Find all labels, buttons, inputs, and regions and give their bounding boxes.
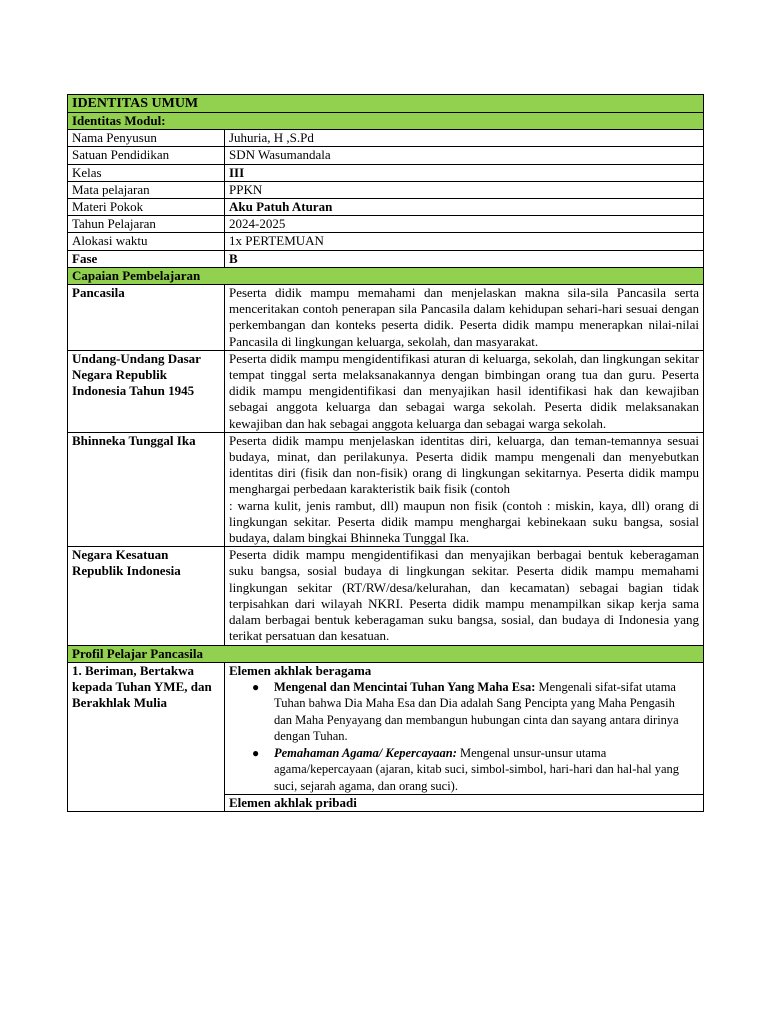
capaian-description: Peserta didik mampu mengidentifikasi dan menyajikan berbagai bentuk keberagaman suku bangsa, sosial budaya di lingkungan sekitar. Peserta didik mampu memahami lingkungan sekitar (RT/RW/desa/kelurahan, dan kecamatan) sebagai bagian tidak terpisahkan dari wilayah NKRI. Peserta didik mampu menampilkan sikap kerja sama dalam berbagai bentuk keberagaman suku bangsa, sosial, dan budaya di Indonesia yang terikat persatuan dan kesatuan. bbox=[225, 547, 704, 645]
identity-row bbox=[68, 147, 704, 164]
element-list bbox=[229, 679, 699, 795]
capaian-row bbox=[68, 350, 704, 432]
capaian-description: Peserta didik mampu mengidentifikasi aturan di keluarga, sekolah, dan lingkungan sekitar tempat tinggal serta melaksanakannya dengan bimbingan orang tua dan guru. Peserta didik mampu mengidentifikasi dan menyajikan hasil identifikasi hak dan kewajiban sebagai anggota keluarga dan sebagai warga sekolah. Peserta didik melaksanakan kewajiban dan hak sebagai anggota keluarga dan sebagai warga sekolah. bbox=[225, 350, 704, 432]
identity-row bbox=[68, 199, 704, 216]
identity-row bbox=[68, 216, 704, 233]
item-text: Mengenali sifat-sifat utama Tuhan bahwa Dia Maha Esa dan Dia adalah Sang Pencipta yang Maha Pengasih dan Maha Penyayang dan membangun hubungan cinta dan sayang antara dirinya dengan Tuhan. bbox=[274, 679, 679, 744]
section-header-row bbox=[68, 95, 704, 113]
capaian-description-part1: Peserta didik mampu menjelaskan identitas diri, keluarga, dan teman-temannya sesuai budaya, minat, dan perilakunya. Peserta didik mampu mengenali dan menyebutkan identitas diri (fisik dan non-fisik) orang di lingkungan sekitarnya. Peserta didik mampu menghargai perbedaan karakteristik baik fisik (contoh bbox=[229, 432, 700, 497]
subsection-title: Identitas Modul: bbox=[68, 113, 704, 130]
capaian-category: Pancasila bbox=[68, 285, 225, 351]
subsection-header-row bbox=[68, 113, 704, 130]
profil-row bbox=[68, 662, 704, 795]
capaian-row bbox=[68, 285, 704, 351]
profil-dimension: 1. Beriman, Bertakwa kepada Tuhan YME, dan Berakhlak Mulia bbox=[68, 662, 225, 812]
list-item bbox=[252, 679, 699, 745]
profil-elements bbox=[225, 662, 704, 795]
profil-heading: Profil Pelajar Pancasila bbox=[68, 645, 704, 662]
item-text: Mengenal unsur-unsur utama agama/kepercayaan (ajaran, kitab suci, simbol-simbol, hari-hari dan hal-hal yang suci, sejarah agama, dan orang suci). bbox=[274, 745, 680, 793]
identity-value: SDN Wasumandala bbox=[225, 147, 704, 164]
capaian-row bbox=[68, 432, 704, 546]
module-identity-table bbox=[67, 94, 704, 812]
identity-row bbox=[68, 233, 704, 250]
capaian-category: Negara Kesatuan Republik Indonesia bbox=[68, 547, 225, 645]
capaian-heading: Capaian Pembelajaran bbox=[68, 267, 704, 284]
identity-row bbox=[68, 130, 704, 147]
identity-label: Materi Pokok bbox=[68, 199, 225, 216]
section-title: IDENTITAS UMUM bbox=[68, 95, 704, 113]
element-title: Elemen akhlak beragama bbox=[229, 662, 372, 678]
element-title: Elemen akhlak pribadi bbox=[225, 795, 704, 812]
identity-row bbox=[68, 181, 704, 198]
identity-value: Aku Patuh Aturan bbox=[225, 199, 704, 216]
identity-value: 2024-2025 bbox=[225, 216, 704, 233]
capaian-description bbox=[225, 432, 704, 546]
identity-row bbox=[68, 164, 704, 181]
identity-label: Fase bbox=[68, 250, 225, 267]
identity-row bbox=[68, 250, 704, 267]
identity-label: Kelas bbox=[68, 164, 225, 181]
capaian-header-row bbox=[68, 267, 704, 284]
identity-value: Juhuria, H ,S.Pd bbox=[225, 130, 704, 147]
item-lead: Mengenal dan Mencintai Tuhan Yang Maha Esa: bbox=[274, 679, 536, 694]
identity-value: 1x PERTEMUAN bbox=[225, 233, 704, 250]
identity-label: Satuan Pendidikan bbox=[68, 147, 225, 164]
identity-label: Alokasi waktu bbox=[68, 233, 225, 250]
capaian-row bbox=[68, 547, 704, 645]
identity-label: Mata pelajaran bbox=[68, 181, 225, 198]
identity-value: B bbox=[225, 250, 704, 267]
bullet-dot-icon: ● bbox=[252, 679, 260, 694]
identity-value: PPKN bbox=[225, 181, 704, 198]
capaian-description: Peserta didik mampu memahami dan menjelaskan makna sila-sila Pancasila serta menceritakan contoh penerapan sila Pancasila dalam kehidupan sehari-hari sesuai dengan perkembangan dan konteks peserta didik. Peserta didik mampu menerapkan nilai-nilai Pancasila di lingkungan keluarga, sekolah, dan masyarakat. bbox=[225, 285, 704, 351]
capaian-category: Bhinneka Tunggal Ika bbox=[68, 432, 225, 546]
identity-value: III bbox=[225, 164, 704, 181]
capaian-description-part2: : warna kulit, jenis rambut, dll) maupun non fisik (contoh : miskin, kaya, dll) orang di lingkungan sekitar. Peserta didik mampu menghargai kebinekaan suku bangsa, sosial budaya, dalam bingkai Bhinneka Tunggal Ika. bbox=[229, 497, 700, 546]
item-lead: Pemahaman Agama/ Kepercayaan: bbox=[274, 745, 457, 760]
identity-label: Nama Penyusun bbox=[68, 130, 225, 147]
capaian-category: Undang-Undang Dasar Negara Republik Indonesia Tahun 1945 bbox=[68, 350, 225, 432]
list-item bbox=[252, 745, 699, 795]
identity-label: Tahun Pelajaran bbox=[68, 216, 225, 233]
bullet-dot-icon: ● bbox=[252, 745, 260, 760]
profil-header-row bbox=[68, 645, 704, 662]
